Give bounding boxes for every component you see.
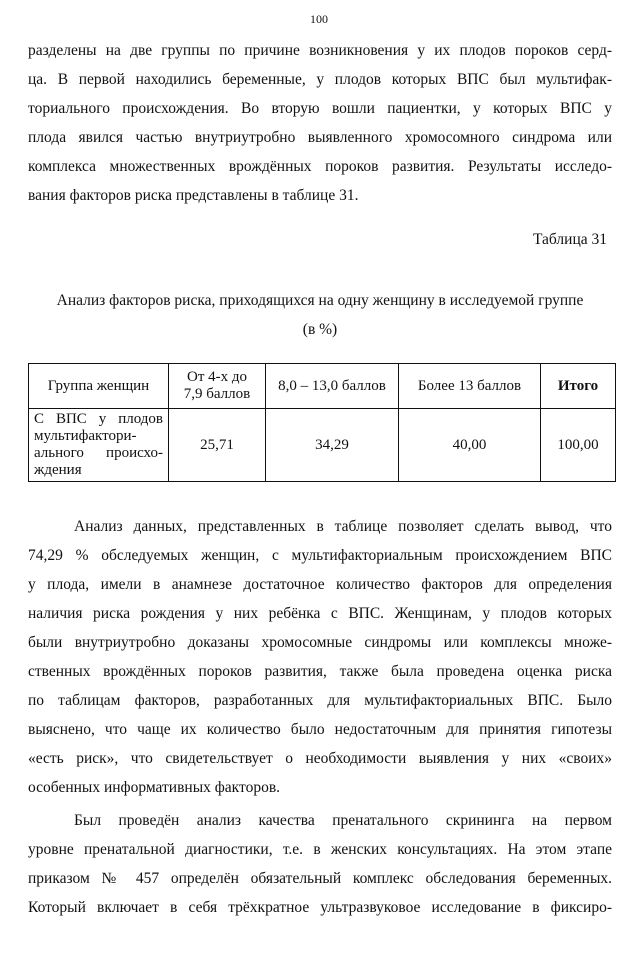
- cell-group-line: ждения: [34, 462, 82, 478]
- table-header-row: [29, 364, 616, 409]
- header-range-2: 8,0 – 13,0 баллов: [266, 364, 399, 409]
- cell-group-line: мультифактори-: [34, 428, 137, 444]
- text-line: были внутриутробно доказаны хромосомные синдромы или комплексы множе-: [28, 634, 612, 651]
- screening-paragraph: [28, 806, 612, 922]
- cell-group: [29, 409, 169, 482]
- text-line: выяснено, что чаще их количество было недостаточным для принятия гипотезы: [28, 721, 612, 738]
- text-line: наличия риска рождения у них ребёнка с ВПС. Женщинам, у плодов которых: [28, 605, 612, 622]
- text-line: «есть риск», что свидетельствует о необходимости выявления у них «своих»: [28, 750, 612, 767]
- text-line: ториального происхождения. Во вторую вошли пациентки, у которых ВПС у: [28, 100, 612, 117]
- cell-value-range-2: 34,29: [266, 409, 399, 482]
- header-range-1-line: 7,9 баллов: [183, 386, 251, 402]
- table-label: Таблица 31: [532, 231, 607, 248]
- text-line: у плода, имели в анамнезе достаточное количество факторов для определения: [28, 576, 612, 593]
- text-line: комплекса множественных врождённых пороков развития. Результаты исследо-: [28, 158, 612, 175]
- page-number: 100: [310, 12, 328, 26]
- header-range-3: Более 13 баллов: [399, 364, 541, 409]
- text-line: ственных врождённых пороков развития, также была проведена оценка риска: [28, 663, 612, 680]
- cell-group-line: ального происхо-: [34, 445, 163, 461]
- text-line: 74,29 % обследуемых женщин, с мультифакториальным происхождением ВПС: [28, 547, 612, 564]
- text-line: Анализ данных, представленных в таблице позволяет сделать вывод, что: [74, 518, 612, 535]
- header-total: Итого: [541, 364, 616, 409]
- text-line: плода явился частью внутриутробно выявленного хромосомного синдрома или: [28, 129, 612, 146]
- text-line: по таблицам факторов, разработанных для мультифакториальных ВПС. Было: [28, 692, 612, 709]
- cell-value-range-1: 25,71: [169, 409, 266, 482]
- table-title: [28, 286, 612, 344]
- text-line: Который включает в себя трёхкратное ультразвуковое исследование в фиксиро-: [28, 899, 612, 916]
- text-line: приказом № 457 определён обязательный комплекс обследования беременных.: [28, 870, 612, 887]
- text-line: вания факторов риска представлены в таблице 31.: [28, 187, 359, 204]
- table-row: [29, 409, 616, 482]
- analysis-paragraph: [28, 512, 612, 802]
- text-line: особенных информативных факторов.: [28, 779, 281, 796]
- text-line: ца. В первой находились беременные, у плодов которых ВПС был мультифак-: [28, 71, 612, 88]
- intro-paragraph: [28, 36, 612, 210]
- header-range-1: [169, 364, 266, 409]
- header-range-1-line: От 4-х до: [186, 369, 247, 385]
- text-line: разделены на две группы по причине возникновения у их плодов пороков серд-: [28, 42, 612, 59]
- cell-group-line: С ВПС у плодов: [34, 411, 163, 427]
- text-line: уровне пренатальной диагностики, т.е. в женских консультациях. На этом этапе: [28, 841, 612, 858]
- text-line: Был проведён анализ качества пренатального скрининга на первом: [74, 812, 612, 829]
- cell-value-range-3: 40,00: [399, 409, 541, 482]
- header-group: Группа женщин: [29, 364, 169, 409]
- table-title-line: Анализ факторов риска, приходящихся на одну женщину в исследуемой группе: [56, 292, 584, 309]
- cell-value-total: 100,00: [541, 409, 616, 482]
- table-title-line: (в %): [302, 321, 338, 338]
- risk-factors-table: [28, 363, 616, 482]
